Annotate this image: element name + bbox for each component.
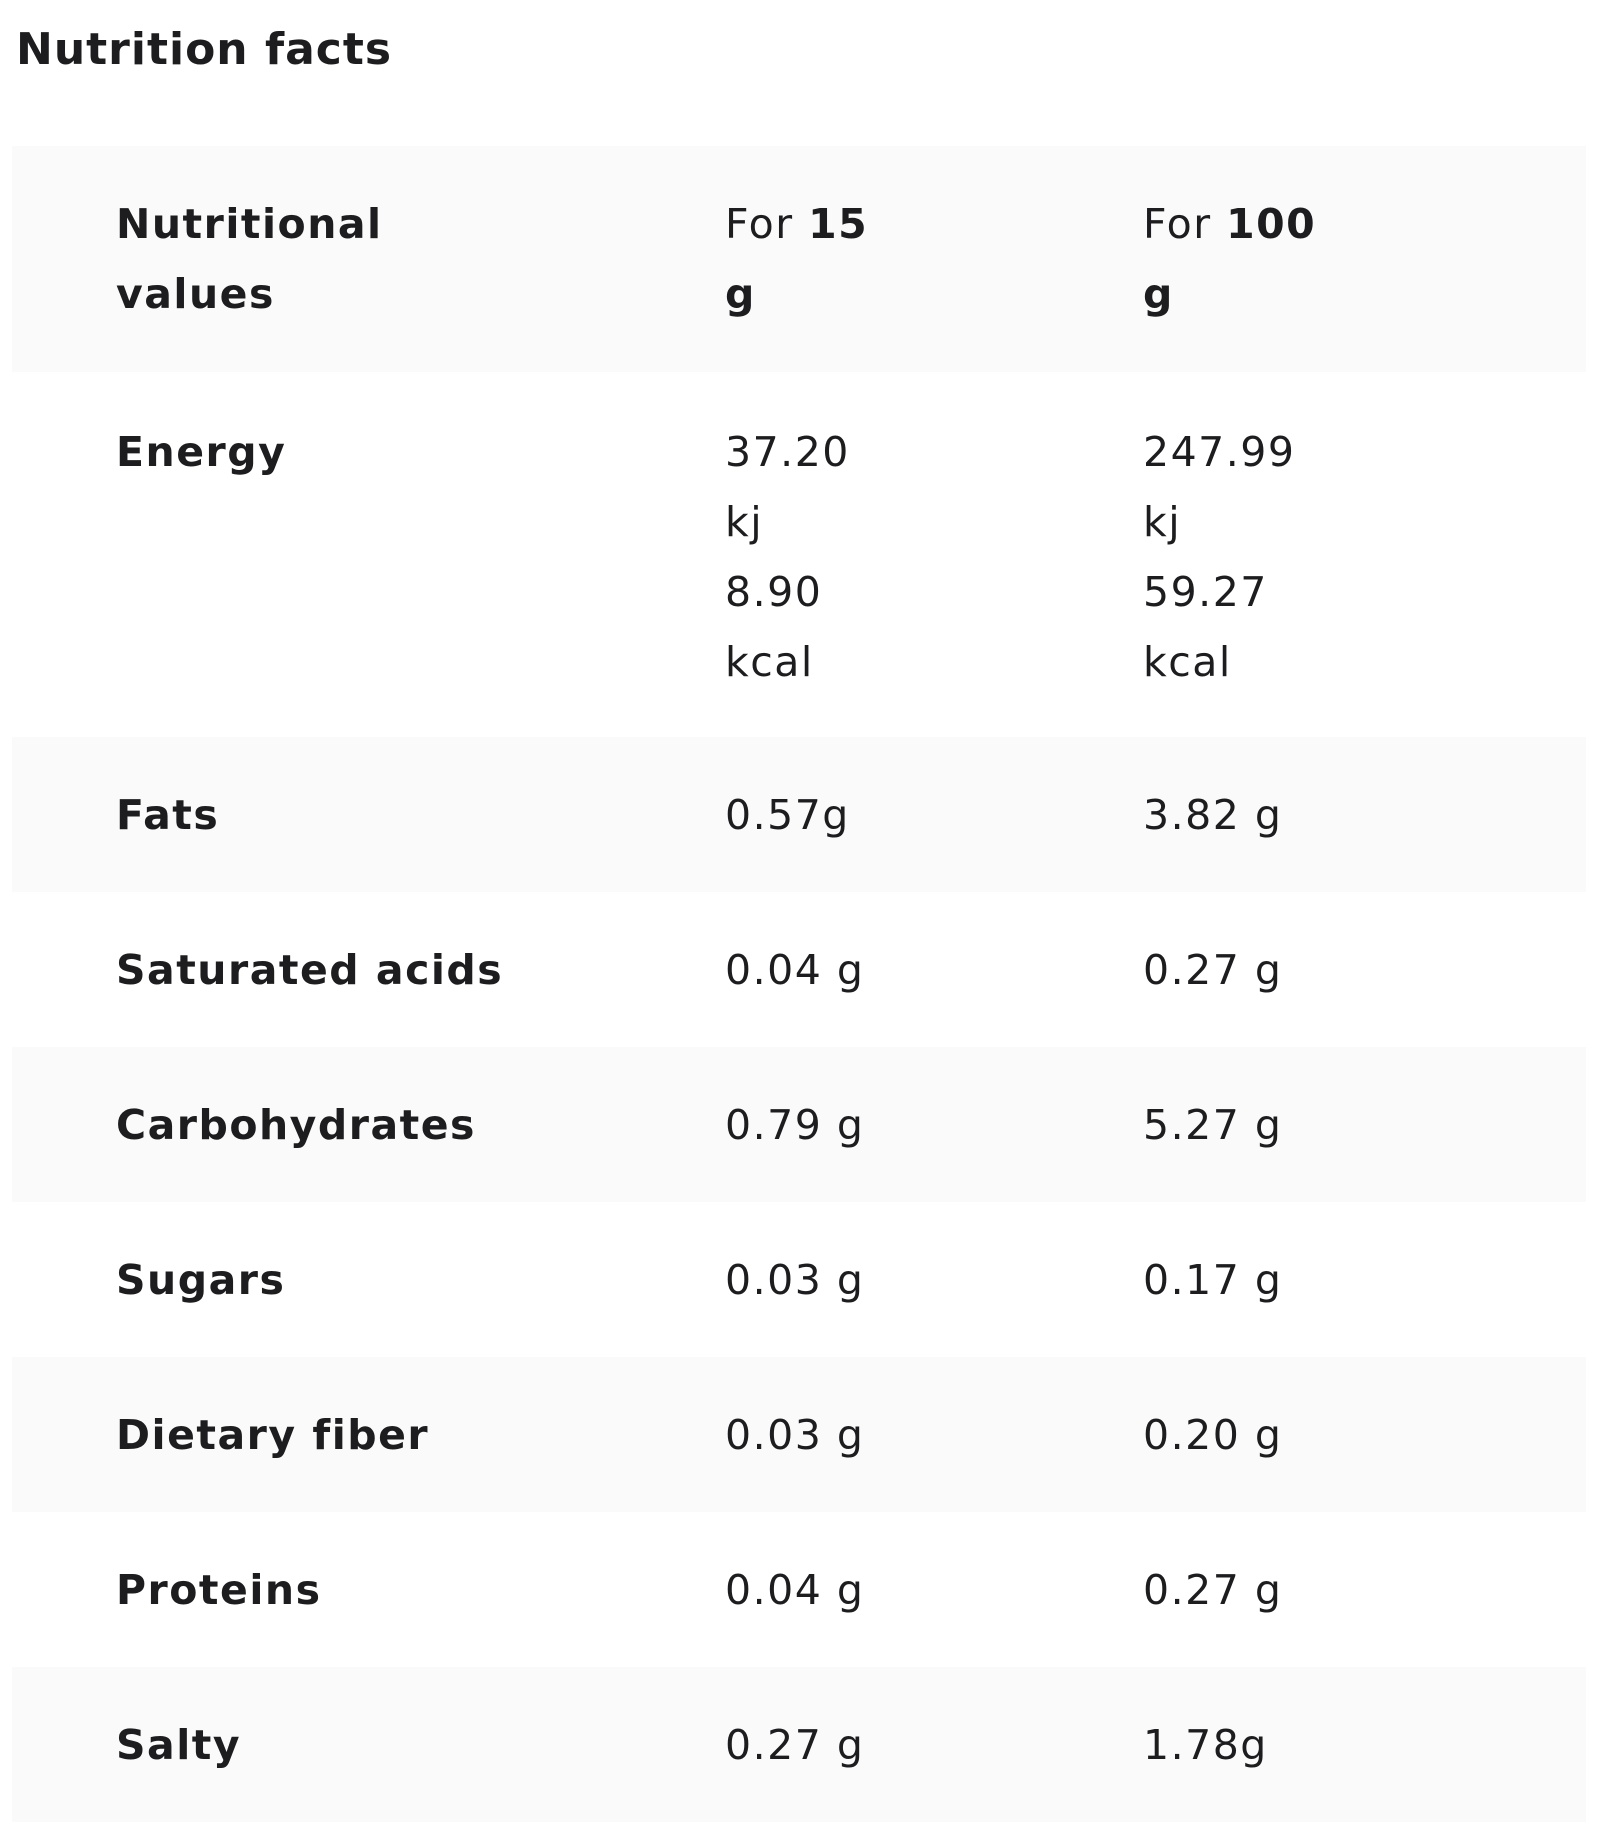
row-label: Proteins	[116, 1565, 322, 1614]
energy-per-100	[1143, 372, 1586, 737]
energy-per-serving-kj: 37.20	[725, 428, 850, 476]
table-row-sugars	[12, 1202, 1586, 1357]
row-label: Dietary fiber	[116, 1410, 430, 1459]
header-per-100-unit: g	[1143, 270, 1174, 318]
row-label: Saturated acids	[116, 945, 504, 994]
table-row-dietary-fiber	[12, 1357, 1586, 1512]
header-per-serving-amount: 15	[808, 200, 869, 248]
table-row-salty	[12, 1667, 1586, 1822]
header-per-serving-text	[725, 189, 935, 329]
row-per-serving: 0.27 g	[725, 1720, 865, 1769]
energy-per-100-kj: 247.99	[1143, 428, 1296, 476]
energy-per-100-kcal-unit: kcal	[1143, 638, 1232, 686]
energy-per-serving-kcal: 8.90	[725, 568, 823, 616]
header-label: Nutritional values	[116, 200, 383, 318]
nutrition-table	[12, 146, 1586, 1822]
row-label: Carbohydrates	[116, 1100, 476, 1149]
row-per-serving: 0.04 g	[725, 1565, 865, 1614]
header-per-100-prefix: For	[1143, 200, 1212, 248]
table-row-proteins	[12, 1512, 1586, 1667]
header-per-100-text	[1143, 189, 1353, 329]
row-per-100: 5.27 g	[1143, 1100, 1283, 1149]
header-per-100	[1143, 146, 1586, 372]
row-label: Salty	[116, 1720, 242, 1769]
table-header-row	[12, 146, 1586, 372]
row-per-100: 0.17 g	[1143, 1255, 1283, 1304]
table-row-energy	[12, 372, 1586, 737]
row-per-serving: 0.79 g	[725, 1100, 865, 1149]
header-per-100-amount: 100	[1226, 200, 1317, 248]
energy-per-serving-kj-unit: kj	[725, 498, 764, 546]
row-label: Energy	[116, 428, 287, 476]
header-per-serving-unit: g	[725, 270, 756, 318]
row-per-serving: 0.03 g	[725, 1410, 865, 1459]
energy-per-serving-kcal-unit: kcal	[725, 638, 814, 686]
row-per-100: 1.78g	[1143, 1720, 1268, 1769]
header-nutritional-values	[12, 146, 725, 372]
row-per-100: 0.27 g	[1143, 945, 1283, 994]
row-label: Fats	[116, 790, 220, 839]
table-row-saturated-acids	[12, 892, 1586, 1047]
row-per-serving: 0.03 g	[725, 1255, 865, 1304]
row-per-100: 0.20 g	[1143, 1410, 1283, 1459]
header-per-serving-prefix: For	[725, 200, 794, 248]
table-row-carbohydrates	[12, 1047, 1586, 1202]
row-per-serving: 0.57g	[725, 790, 850, 839]
energy-per-serving	[725, 372, 1143, 737]
row-per-100: 0.27 g	[1143, 1565, 1283, 1614]
page-title: Nutrition facts	[16, 24, 393, 75]
table-row-fats	[12, 737, 1586, 892]
row-label: Sugars	[116, 1255, 286, 1304]
header-per-serving	[725, 146, 1143, 372]
energy-per-100-kcal: 59.27	[1143, 568, 1268, 616]
energy-per-100-kj-unit: kj	[1143, 498, 1182, 546]
row-per-serving: 0.04 g	[725, 945, 865, 994]
row-per-100: 3.82 g	[1143, 790, 1283, 839]
